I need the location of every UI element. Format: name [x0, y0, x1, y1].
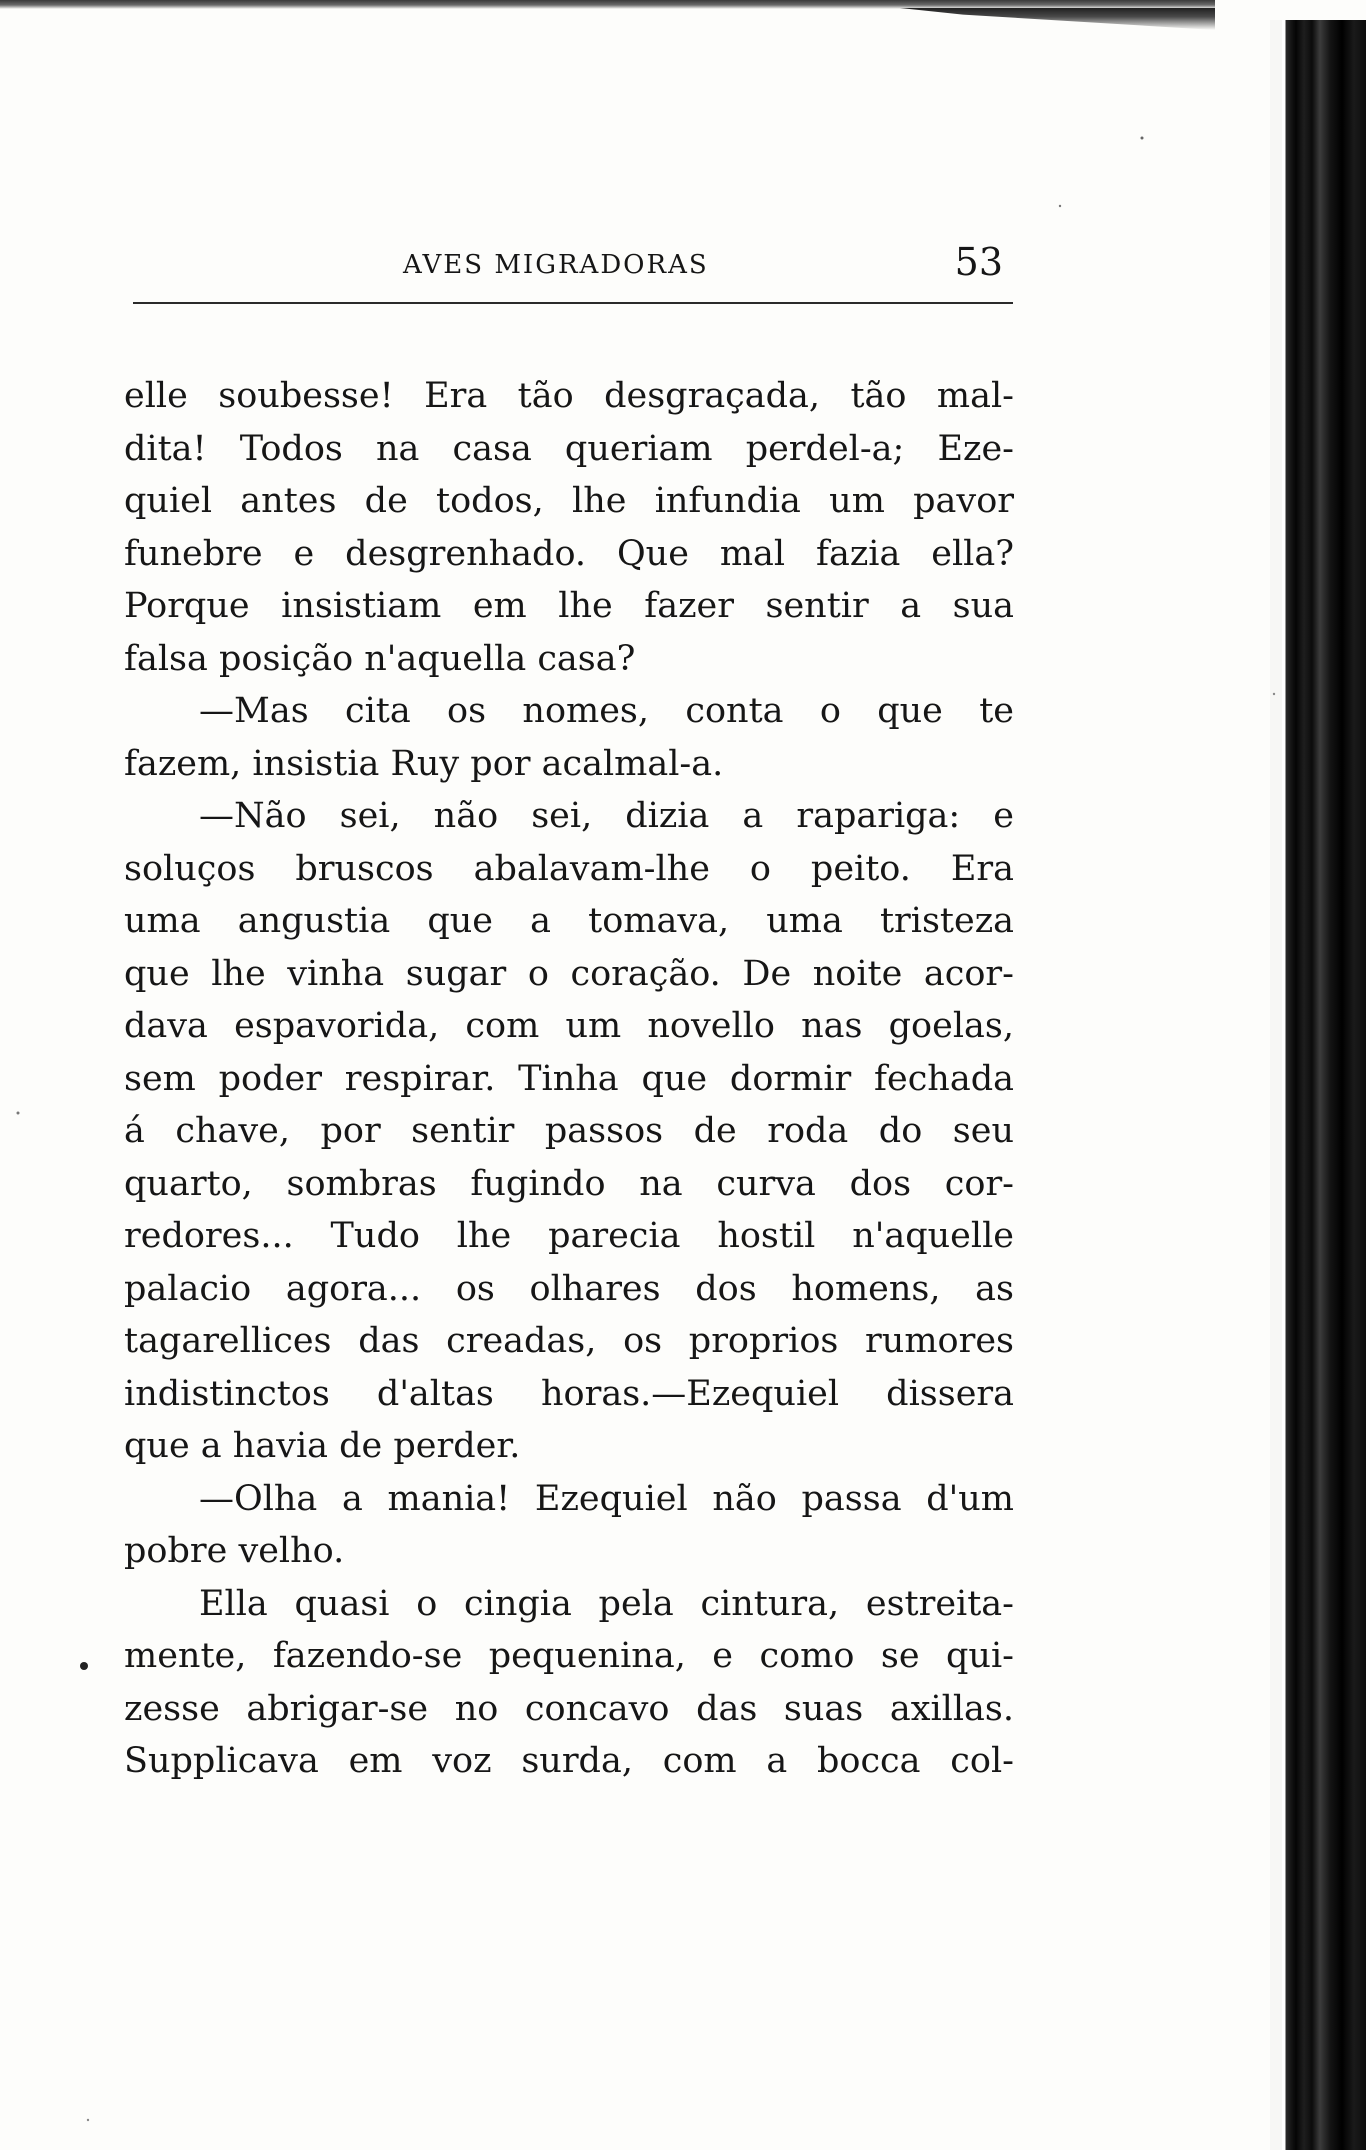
binding-gap: [1270, 20, 1282, 2150]
scan-top-edge: [0, 0, 1215, 9]
body-text: [124, 370, 1014, 1788]
text-line: funebre e desgrenhado. Que mal fazia ella?: [124, 533, 1014, 574]
running-header: [133, 238, 1013, 302]
page-number: 53: [954, 240, 1003, 284]
text-line: —Mas cita os nomes, conta o que te: [199, 691, 1014, 731]
text-line: sem poder respirar. Tinha que dormir fechada: [124, 1058, 1014, 1099]
text-line: falsa posição n'aquella casa?: [124, 638, 636, 679]
speck: [1141, 137, 1144, 140]
text-line: uma angustia que a tomava, uma tristeza: [124, 901, 1014, 941]
text-line: soluços bruscos abalavam-lhe o peito. Era: [124, 848, 1014, 889]
text-line: zesse abrigar-se no concavo das suas axillas.: [124, 1688, 1014, 1729]
text-line: Porque insistiam em lhe fazer sentir a sua: [124, 586, 1014, 626]
text-line: quiel antes de todos, lhe infundia um pavor: [124, 481, 1014, 521]
text-line: —Não sei, não sei, dizia a rapariga: e: [199, 796, 1014, 836]
text-line: —Olha a mania! Ezequiel não passa d'um: [199, 1478, 1014, 1519]
text-line: redores... Tudo lhe parecia hostil n'aquelle: [124, 1216, 1014, 1256]
text-line: tagarellices das creadas, os proprios rumores: [124, 1321, 1014, 1361]
text-line: pobre velho.: [124, 1531, 345, 1571]
text-line: que lhe vinha sugar o coração. De noite acor-: [124, 953, 1014, 994]
header-rule: [133, 302, 1013, 304]
text-line: que a havia de perder.: [124, 1426, 521, 1466]
text-line: elle soubesse! Era tão desgraçada, tão mal-: [124, 376, 1014, 416]
text-line: Supplicava em voz surda, com a bocca col-: [124, 1741, 1014, 1781]
speck: [87, 2119, 89, 2121]
text-line: indistinctos d'altas horas.—Ezequiel dissera: [124, 1373, 1014, 1414]
text-line: fazem, insistia Ruy por acalmal-a.: [124, 743, 724, 784]
running-title: AVES MIGRADORAS: [403, 250, 709, 280]
text-line: palacio agora... os olhares dos homens, as: [124, 1268, 1014, 1309]
text-line: Ella quasi o cingia pela cintura, estreita-: [199, 1583, 1014, 1624]
text-line: á chave, por sentir passos de roda do seu: [124, 1111, 1014, 1151]
text-line: quarto, sombras fugindo na curva dos cor-: [124, 1163, 1014, 1204]
text-line: dita! Todos na casa queriam perdel-a; Eze-: [124, 428, 1014, 469]
speck: [17, 1112, 20, 1115]
speck: [1059, 205, 1061, 207]
text-line: dava espavorida, com um novello nas goelas,: [124, 1006, 1014, 1046]
speck: [80, 1662, 88, 1670]
text-line: mente, fazendo-se pequenina, e como se qui-: [124, 1636, 1014, 1676]
scan-top-edge-shadow: [900, 8, 1215, 30]
book-binding-edge: [1282, 20, 1366, 2150]
